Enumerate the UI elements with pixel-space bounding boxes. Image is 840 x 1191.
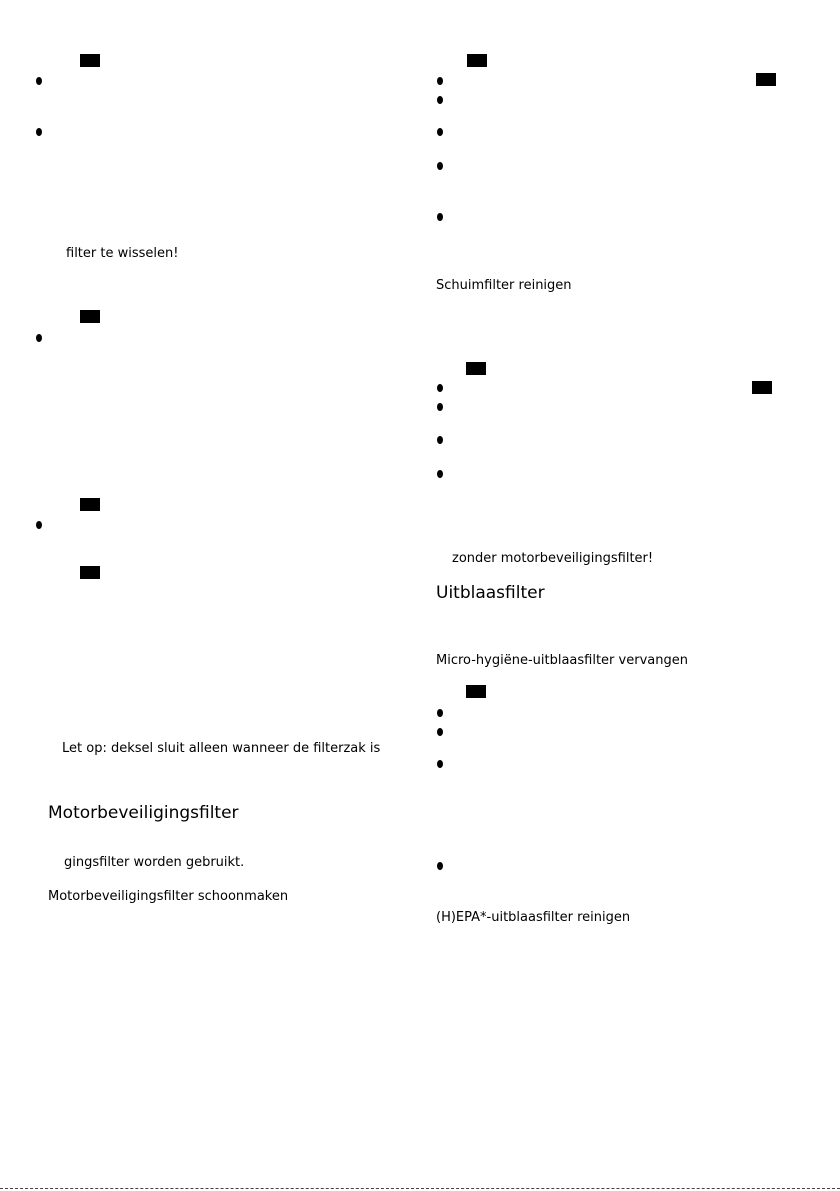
bullet-marker bbox=[36, 521, 42, 529]
bullet-marker bbox=[437, 96, 443, 104]
heading-uitblaasfilter: Uitblaasfilter bbox=[436, 583, 545, 603]
note-filter-change: filter te wisselen! bbox=[66, 246, 179, 261]
bullet-marker bbox=[437, 162, 443, 170]
figure-ref-marker bbox=[80, 566, 100, 579]
figure-ref-marker bbox=[466, 685, 486, 698]
figure-ref-marker bbox=[80, 54, 100, 67]
bullet-marker bbox=[437, 128, 443, 136]
figure-ref-marker bbox=[80, 498, 100, 511]
bullet-marker bbox=[437, 77, 443, 85]
bullet-marker bbox=[36, 77, 42, 85]
bullet-marker bbox=[437, 213, 443, 221]
note-lid-closes: Let op: deksel sluit alleen wanneer de filterzak is bbox=[62, 741, 381, 756]
subheading-hepa-clean: (H)EPA*-uitblaasfilter reinigen bbox=[436, 910, 631, 925]
figure-ref-marker bbox=[752, 381, 772, 394]
bullet-marker bbox=[437, 436, 443, 444]
bullet-marker bbox=[437, 728, 443, 736]
heading-motorbeveiligingsfilter: Motorbeveiligingsfilter bbox=[48, 803, 239, 823]
page-bottom-rule bbox=[0, 1188, 840, 1189]
note-gings-used: gingsfilter worden gebruikt. bbox=[64, 855, 245, 870]
figure-ref-marker bbox=[466, 362, 486, 375]
subheading-motor-clean: Motorbeveiligingsfilter schoonmaken bbox=[48, 889, 289, 904]
figure-ref-marker bbox=[467, 54, 487, 67]
subheading-micro-hygiene: Micro-hygiëne-uitblaasfilter vervangen bbox=[436, 653, 688, 668]
bullet-marker bbox=[36, 128, 42, 136]
bullet-marker bbox=[36, 334, 42, 342]
bullet-marker bbox=[437, 709, 443, 717]
bullet-marker bbox=[437, 470, 443, 478]
bullet-marker bbox=[437, 403, 443, 411]
figure-ref-marker bbox=[80, 310, 100, 323]
bullet-marker bbox=[437, 760, 443, 768]
figure-ref-marker bbox=[756, 73, 776, 86]
bullet-marker bbox=[437, 384, 443, 392]
subheading-foam-clean: Schuimfilter reinigen bbox=[436, 278, 572, 293]
bullet-marker bbox=[437, 862, 443, 870]
note-without-motor-filter: zonder motorbeveiligingsfilter! bbox=[452, 551, 654, 566]
